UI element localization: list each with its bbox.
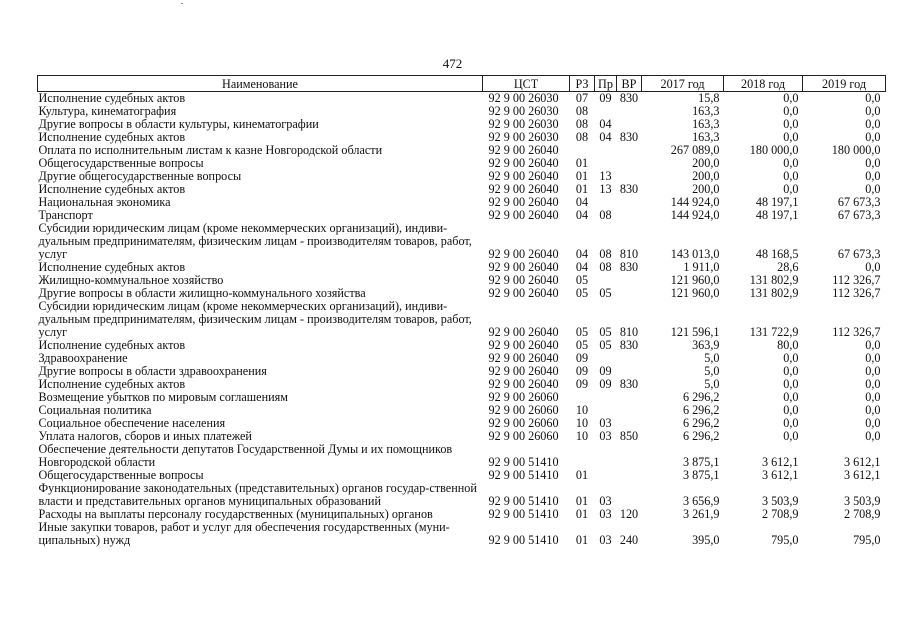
row-cst: 92 9 00 51410 — [488, 468, 559, 482]
row-2019: 0,0 — [865, 130, 881, 144]
row-2019: 0,0 — [865, 416, 881, 430]
col-header-pr: Пр — [595, 76, 617, 92]
row-2019: 0,0 — [865, 390, 881, 404]
row-cst: 92 9 00 26040 — [488, 377, 559, 391]
row-2017: 144 924,0 — [670, 195, 720, 209]
row-cst: 92 9 00 51410 — [488, 494, 559, 508]
row-2018: 28,6 — [777, 260, 799, 274]
row-2017: 121 960,0 — [670, 286, 720, 300]
row-vr — [617, 196, 642, 209]
row-rz: 09 — [575, 377, 589, 391]
row-2018: 0,0 — [783, 104, 799, 118]
row-2018: 48 197,1 — [755, 208, 799, 222]
row-2017: 3 875,1 — [682, 455, 720, 469]
row-2019: 0,0 — [865, 364, 881, 378]
row-2019: 3 612,1 — [843, 468, 881, 482]
row-name: Транспорт — [38, 208, 93, 222]
row-2019: 0,0 — [865, 338, 881, 352]
row-vr — [617, 352, 642, 365]
row-cst: 92 9 00 26040 — [488, 156, 559, 170]
row-2019: 112 326,7 — [832, 286, 881, 300]
row-rz: 07 — [575, 91, 589, 105]
row-2017: 6 296,2 — [682, 390, 720, 404]
row-cst: 92 9 00 26040 — [488, 143, 559, 157]
table-row — [38, 92, 886, 106]
row-2018: 795,0 — [771, 533, 799, 547]
row-cst: 92 9 00 51410 — [488, 455, 559, 469]
row-2018: 3 612,1 — [761, 455, 799, 469]
row-2017: 200,0 — [692, 169, 720, 183]
row-name: Исполнение судебных актов — [38, 260, 186, 274]
row-vr: 810 — [619, 247, 639, 261]
col-header-2017: 2017 год — [642, 76, 724, 92]
row-pr: 03 — [599, 507, 612, 521]
row-2019: 0,0 — [865, 156, 881, 170]
row-rz: 01 — [575, 507, 589, 521]
row-pr: 09 — [599, 377, 612, 391]
row-2017: 143 013,0 — [670, 247, 720, 261]
row-2017: 3 656,9 — [682, 494, 720, 508]
row-2018: 3 503,9 — [761, 494, 799, 508]
row-cst: 92 9 00 26040 — [488, 260, 559, 274]
row-2018: 0,0 — [783, 377, 799, 391]
row-name: Здравоохранение — [38, 351, 128, 365]
row-2019: 67 673,3 — [837, 195, 881, 209]
row-vr: 120 — [619, 507, 639, 521]
row-2018: 0,0 — [783, 390, 799, 404]
row-name: Возмещение убытков по мировым соглашениям — [38, 390, 288, 404]
row-2017: 5,0 — [704, 364, 720, 378]
row-2019: 0,0 — [865, 351, 881, 365]
row-2017: 144 924,0 — [670, 208, 720, 222]
table-row — [38, 339, 886, 352]
row-vr: 830 — [619, 130, 639, 144]
row-cst: 92 9 00 26060 — [488, 403, 559, 417]
row-2017: 1 911,0 — [683, 260, 720, 274]
row-name: Исполнение судебных актов — [38, 338, 186, 352]
row-2018: 0,0 — [783, 169, 799, 183]
header-row — [38, 76, 886, 92]
row-2019: 0,0 — [865, 377, 881, 391]
row-2018: 80,0 — [777, 338, 799, 352]
row-vr — [617, 287, 642, 300]
row-cst: 92 9 00 26040 — [488, 182, 559, 196]
row-name: Оплата по исполнительным листам к казне Новгородской области — [38, 143, 383, 157]
row-name: Общегосударственные вопросы — [38, 156, 204, 170]
row-2018: 3 612,1 — [761, 468, 799, 482]
row-2017: 5,0 — [704, 351, 720, 365]
row-vr — [617, 157, 642, 170]
row-2017: 6 296,2 — [682, 416, 720, 430]
row-2019: 0,0 — [865, 91, 881, 105]
row-cst: 92 9 00 26040 — [488, 273, 559, 287]
row-rz: 08 — [575, 104, 589, 118]
row-2019: 3 503,9 — [843, 494, 881, 508]
row-name: Обеспечение деятельности депутатов Государственной Думы и их помощников Новгородской области — [38, 442, 453, 469]
row-cst: 92 9 00 26060 — [488, 390, 559, 404]
row-cst: 92 9 00 26040 — [488, 325, 559, 339]
row-2019: 795,0 — [853, 533, 881, 547]
row-pr: 08 — [599, 260, 612, 274]
row-vr: 830 — [619, 91, 639, 105]
row-2017: 5,0 — [704, 377, 720, 391]
row-2017: 267 089,0 — [670, 143, 720, 157]
row-2019: 0,0 — [865, 403, 881, 417]
col-header-2019: 2019 год — [803, 76, 886, 92]
row-pr: 13 — [599, 169, 612, 183]
row-2017: 3 875,1 — [682, 468, 720, 482]
row-2019: 2 708,9 — [843, 507, 881, 521]
row-pr: 08 — [599, 247, 612, 261]
col-header-vr: ВР — [617, 76, 642, 92]
row-2017: 6 296,2 — [682, 403, 720, 417]
row-2018: 131 722,9 — [749, 325, 799, 339]
row-2017: 363,9 — [692, 338, 720, 352]
row-rz — [570, 443, 595, 469]
col-header-cst: ЦСТ — [483, 76, 570, 92]
row-2018: 0,0 — [783, 351, 799, 365]
row-pr: 05 — [599, 286, 612, 300]
row-cst: 92 9 00 26030 — [488, 117, 559, 131]
row-cst: 92 9 00 51410 — [488, 507, 559, 521]
row-rz: 05 — [575, 286, 589, 300]
row-2018: 2 708,9 — [761, 507, 799, 521]
row-cst: 92 9 00 26040 — [488, 247, 559, 261]
row-cst: 92 9 00 26060 — [488, 416, 559, 430]
row-pr — [595, 391, 617, 404]
row-2017: 163,3 — [692, 117, 720, 131]
row-2017: 395,0 — [692, 533, 720, 547]
row-cst: 92 9 00 26030 — [488, 91, 559, 105]
row-rz: 01 — [575, 494, 589, 508]
row-pr: 03 — [599, 494, 612, 508]
row-rz: 04 — [575, 195, 589, 209]
row-vr: 830 — [619, 260, 639, 274]
row-pr — [595, 469, 617, 482]
row-pr: 09 — [599, 364, 612, 378]
row-vr — [617, 469, 642, 482]
row-cst: 92 9 00 26060 — [488, 429, 559, 443]
row-rz: 10 — [575, 416, 589, 430]
row-name: Общегосударственные вопросы — [38, 468, 204, 482]
row-vr — [617, 404, 642, 417]
row-cst: 92 9 00 26030 — [488, 104, 559, 118]
row-2019: 67 673,3 — [837, 208, 881, 222]
row-pr: 13 — [599, 182, 612, 196]
row-2018: 0,0 — [783, 416, 799, 430]
row-vr — [617, 443, 642, 469]
row-rz: 01 — [575, 468, 589, 482]
row-2019: 0,0 — [865, 260, 881, 274]
row-vr — [617, 482, 642, 508]
row-rz: 09 — [575, 351, 589, 365]
row-name: Социальная политика — [38, 403, 152, 417]
row-rz: 05 — [575, 325, 589, 339]
row-2017: 200,0 — [692, 182, 720, 196]
row-name: Исполнение судебных актов — [38, 377, 186, 391]
row-name: Социальное обеспечение населения — [38, 416, 226, 430]
row-vr — [617, 105, 642, 118]
row-rz: 10 — [575, 403, 589, 417]
row-name: Субсидии юридическим лицам (кроме некоммерческих организаций), индиви-дуальным предпринимателям, физическим лицам - производителям товаров, работ, услуг — [38, 221, 472, 261]
row-name: Функционирование законодательных (представительных) органов государ-ственной власти и представительных органов муниципальных образований — [38, 481, 477, 508]
row-2019: 0,0 — [865, 117, 881, 131]
row-pr — [595, 144, 617, 157]
row-2017: 121 960,0 — [670, 273, 720, 287]
table-row — [38, 300, 886, 339]
row-cst: 92 9 00 26040 — [488, 208, 559, 222]
row-vr: 810 — [619, 325, 639, 339]
row-2017: 163,3 — [692, 104, 720, 118]
row-2017: 200,0 — [692, 156, 720, 170]
row-name: Уплата налогов, сборов и иных платежей — [38, 429, 252, 443]
budget-table — [37, 75, 886, 547]
row-2019: 112 326,7 — [832, 273, 881, 287]
row-name: Расходы на выплаты персоналу государственных (муниципальных) органов — [38, 507, 433, 521]
row-2019: 0,0 — [865, 169, 881, 183]
row-2018: 180 000,0 — [749, 143, 799, 157]
row-pr: 04 — [599, 130, 612, 144]
row-pr — [595, 443, 617, 469]
table-row — [38, 222, 886, 261]
row-vr: 830 — [619, 182, 639, 196]
row-2017: 163,3 — [692, 130, 720, 144]
row-rz: 05 — [575, 273, 589, 287]
row-cst: 92 9 00 26030 — [488, 130, 559, 144]
row-pr: 04 — [599, 117, 612, 131]
row-cst: 92 9 00 26040 — [488, 195, 559, 209]
row-2018: 131 802,9 — [749, 273, 799, 287]
row-name: Жилищно-коммунальное хозяйство — [38, 273, 224, 287]
row-2018: 0,0 — [783, 91, 799, 105]
row-2019: 180 000,0 — [831, 143, 881, 157]
row-2018: 0,0 — [783, 429, 799, 443]
row-rz: 04 — [575, 208, 589, 222]
row-name: Исполнение судебных актов — [38, 91, 186, 105]
row-name: Другие вопросы в области здравоохранения — [38, 364, 267, 378]
row-cst: 92 9 00 26040 — [488, 169, 559, 183]
row-pr: 05 — [599, 325, 612, 339]
row-2019: 0,0 — [865, 104, 881, 118]
row-2017: 121 596,1 — [670, 325, 720, 339]
row-pr: 03 — [599, 416, 612, 430]
row-vr: 850 — [619, 429, 639, 443]
row-vr — [617, 209, 642, 222]
table-row — [38, 443, 886, 469]
row-rz: 04 — [575, 260, 589, 274]
row-pr: 03 — [599, 429, 612, 443]
row-name: Культура, кинематография — [38, 104, 177, 118]
row-name: Исполнение судебных актов — [38, 130, 186, 144]
row-2017: 3 261,9 — [682, 507, 720, 521]
row-rz: 01 — [575, 533, 589, 547]
table-row — [38, 482, 886, 508]
row-name: Исполнение судебных актов — [38, 182, 186, 196]
row-2018: 131 802,9 — [749, 286, 799, 300]
row-name: Национальная экономика — [38, 195, 171, 209]
row-2017: 6 296,2 — [682, 429, 720, 443]
scan-artifact — [181, 3, 183, 4]
row-vr — [617, 144, 642, 157]
row-vr — [617, 274, 642, 287]
row-vr: 240 — [619, 533, 639, 547]
row-cst: 92 9 00 26040 — [488, 364, 559, 378]
col-header-name: Наименование — [38, 76, 483, 92]
row-name: Иные закупки товаров, работ и услуг для обеспечения государственных (муни-ципальных) нужд — [38, 520, 450, 547]
row-2017: 15,8 — [698, 91, 720, 105]
row-rz: 09 — [575, 364, 589, 378]
row-name: Другие вопросы в области жилищно-коммунального хозяйства — [38, 286, 366, 300]
page-number: 472 — [442, 56, 463, 71]
row-2018: 48 197,1 — [755, 195, 799, 209]
table-row — [38, 521, 886, 547]
row-2018: 0,0 — [783, 364, 799, 378]
row-rz: 10 — [575, 429, 589, 443]
row-rz: 04 — [575, 247, 589, 261]
row-name: Субсидии юридическим лицам (кроме некоммерческих организаций), индиви-дуальным предпринимателям, физическим лицам - производителям товаров, работ, услуг — [38, 299, 472, 339]
row-pr: 03 — [599, 533, 612, 547]
row-pr: 09 — [599, 91, 612, 105]
row-cst: 92 9 00 26040 — [488, 351, 559, 365]
row-2018: 48 168,5 — [755, 247, 799, 261]
row-rz: 08 — [575, 130, 589, 144]
row-cst: 92 9 00 26040 — [488, 338, 559, 352]
row-2018: 0,0 — [783, 130, 799, 144]
row-rz: 08 — [575, 117, 589, 131]
row-name: Другие вопросы в области культуры, кинематографии — [38, 117, 319, 131]
row-rz: 01 — [575, 182, 589, 196]
row-rz: 01 — [575, 169, 589, 183]
row-2018: 0,0 — [783, 156, 799, 170]
table-row — [38, 391, 886, 404]
row-cst: 92 9 00 26040 — [488, 286, 559, 300]
row-2019: 112 326,7 — [832, 325, 881, 339]
row-2018: 0,0 — [783, 117, 799, 131]
row-rz: 05 — [575, 338, 589, 352]
row-2019: 67 673,3 — [837, 247, 881, 261]
col-header-2018: 2018 год — [724, 76, 803, 92]
row-pr: 08 — [599, 208, 612, 222]
row-rz: 01 — [575, 156, 589, 170]
row-2018: 0,0 — [783, 182, 799, 196]
row-vr: 830 — [619, 338, 639, 352]
row-2019: 0,0 — [865, 429, 881, 443]
row-cst: 92 9 00 51410 — [488, 533, 559, 547]
row-2019: 3 612,1 — [843, 455, 881, 469]
row-vr: 830 — [619, 377, 639, 391]
col-header-rz: РЗ — [570, 76, 595, 92]
row-name: Другие общегосударственные вопросы — [38, 169, 242, 183]
row-2018: 0,0 — [783, 403, 799, 417]
row-pr: 05 — [599, 338, 612, 352]
row-2019: 0,0 — [865, 182, 881, 196]
row-vr — [617, 391, 642, 404]
